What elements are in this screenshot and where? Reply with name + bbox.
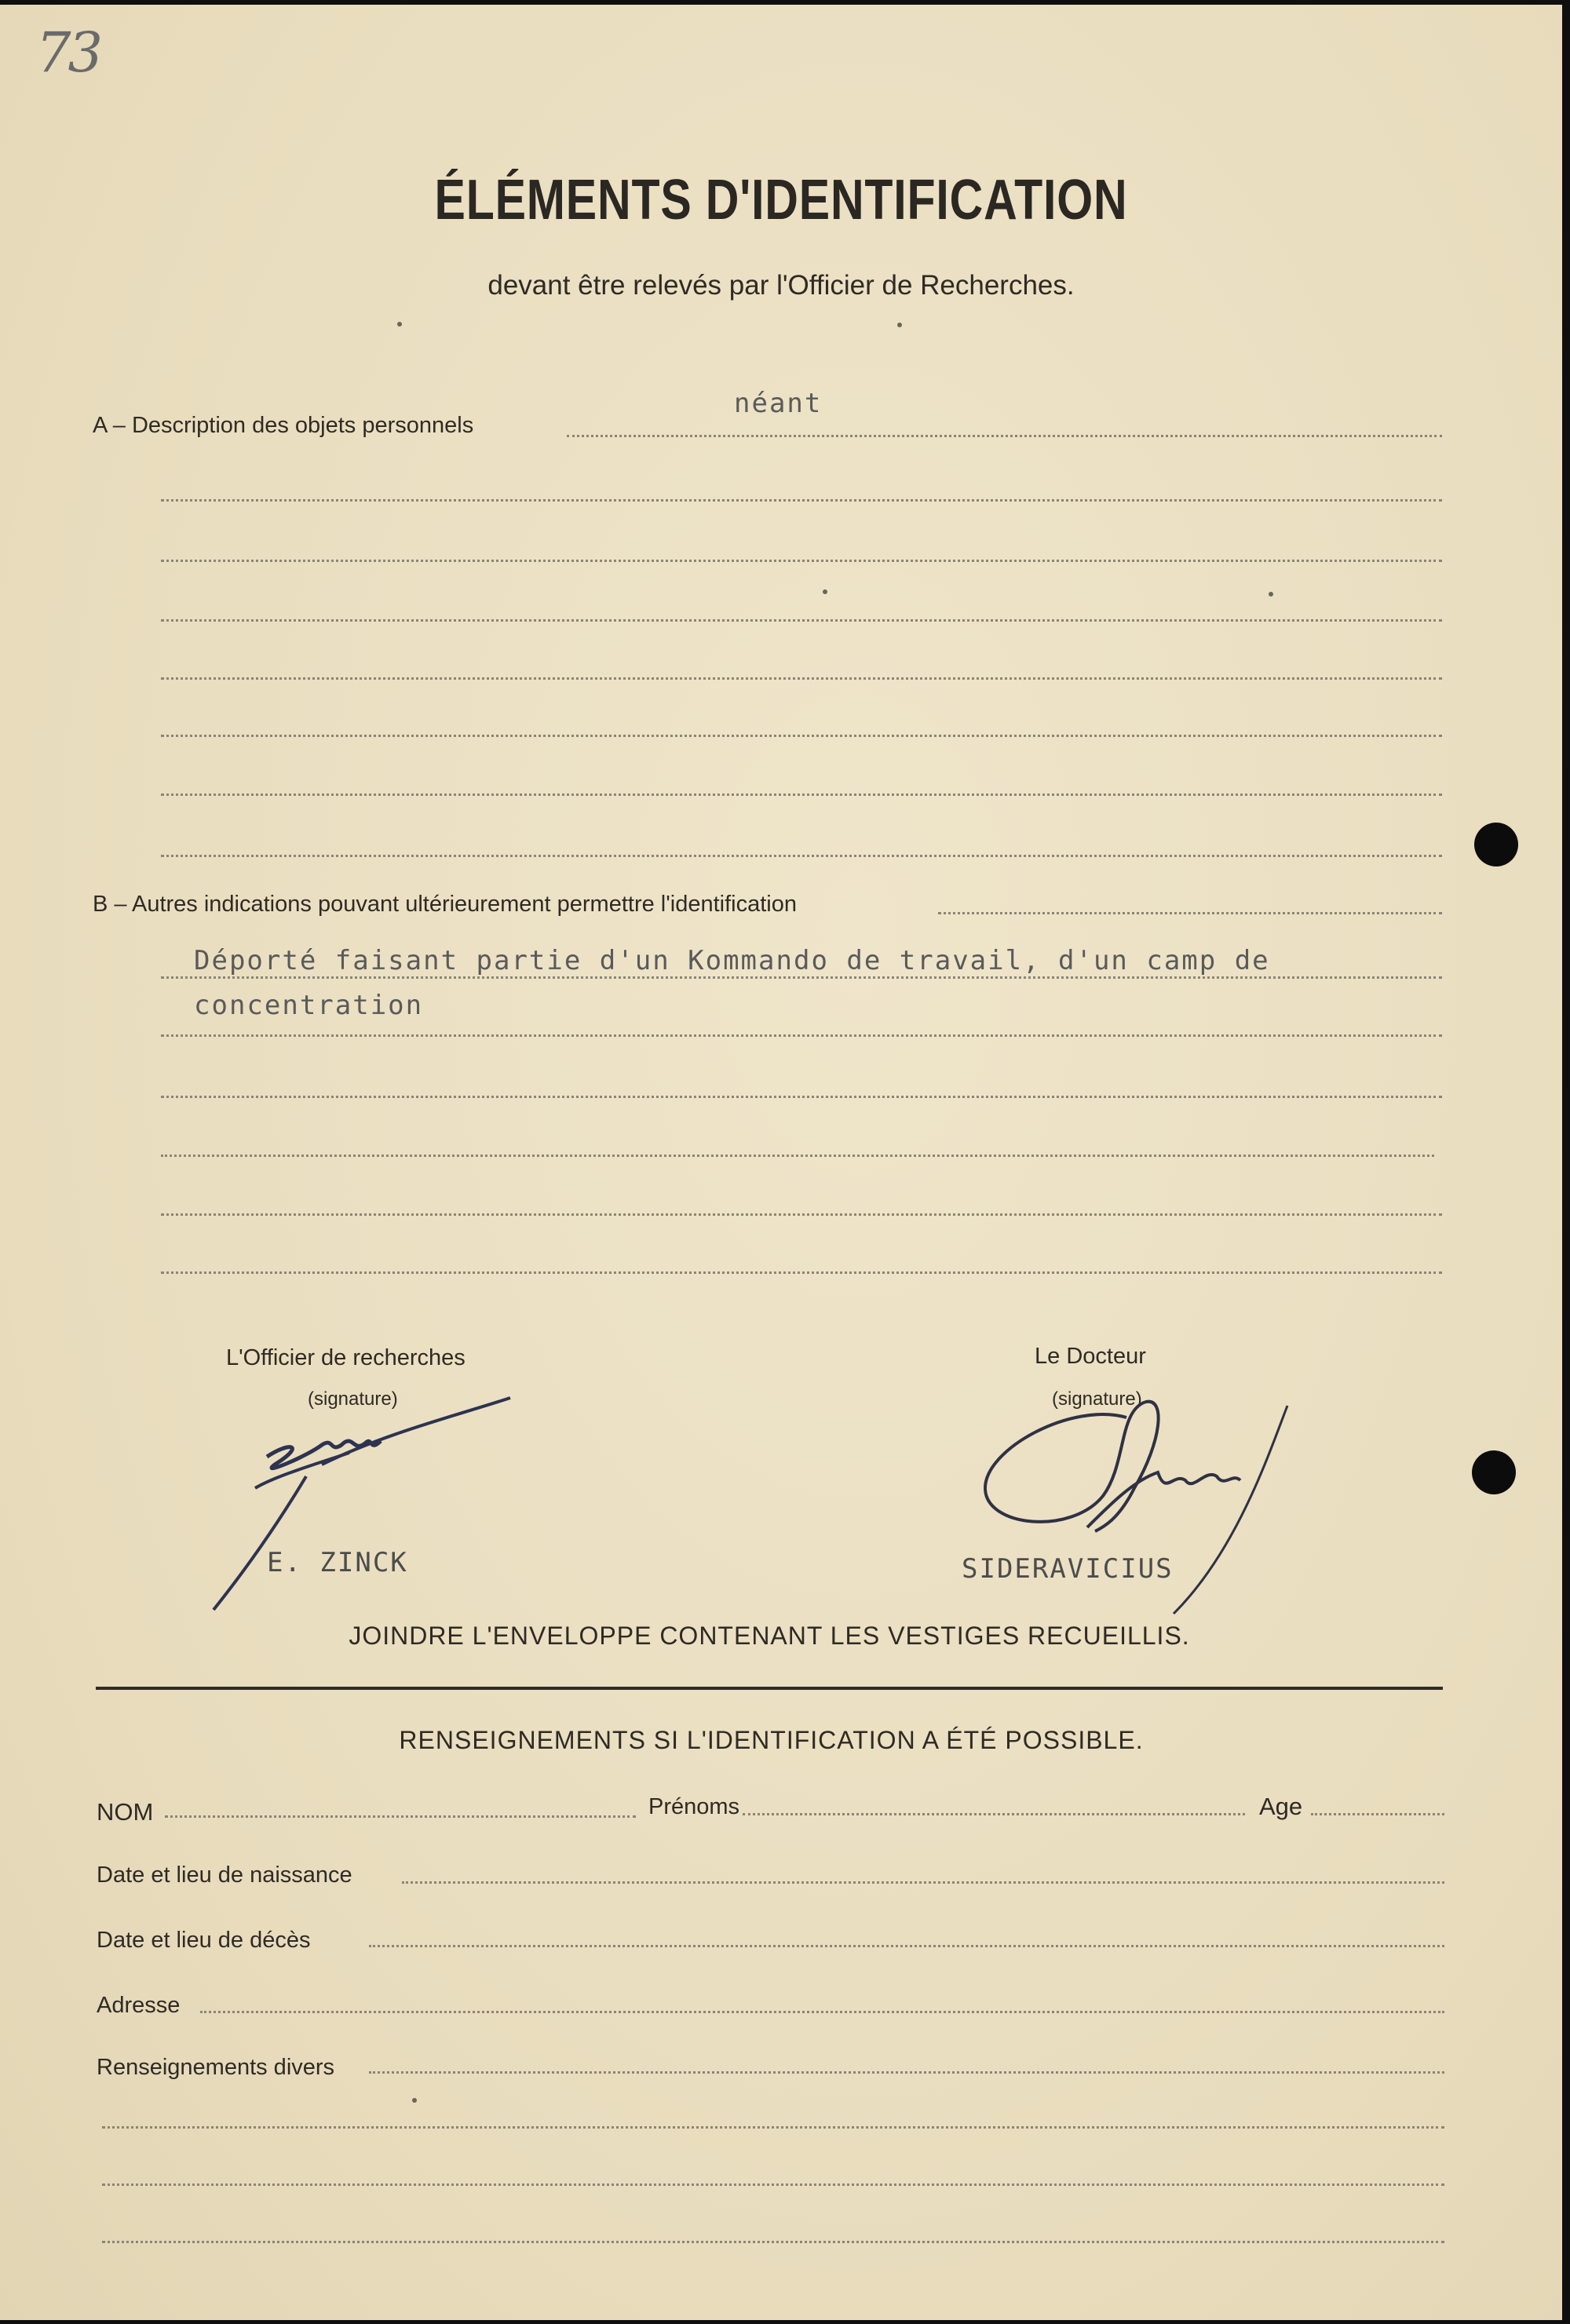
officer-name: E. ZINCK [267,1547,408,1578]
officer-signature-label: (signature) [308,1388,398,1410]
adresse-label: Adresse [97,1993,181,2018]
naissance-line [402,1881,1444,1884]
section-a-line-1 [567,435,1442,437]
doctor-signature-label: (signature) [1052,1388,1142,1410]
form-sheet [0,5,1562,2320]
paper-speck [412,2098,417,2103]
handwritten-page-number: 73 [36,20,100,85]
divers-label: Renseignements divers [97,2055,335,2080]
instruction-text: JOINDRE L'ENVELOPPE CONTENANT LES VESTIGES RECUEILLIS. [349,1622,1190,1650]
section-a-line-2 [161,499,1442,502]
prenoms-label: Prénoms [648,1794,740,1819]
section-b-line-1 [938,912,1442,914]
deces-line [369,1945,1444,1947]
section-a-line-3 [161,560,1442,562]
section-b-text-line-2: concentration [194,990,424,1021]
adresse-line [200,2011,1444,2013]
officer-signature [204,1390,518,1618]
age-label: Age [1259,1793,1303,1820]
section-a-line-6 [161,735,1442,737]
section-b-text-line-1: Déporté faisant partie d'un Kommando de travail, d'un camp de [194,945,1270,976]
section-b-line-2 [161,976,1442,979]
nom-label: NOM [97,1798,154,1826]
doctor-signature [977,1394,1307,1622]
naissance-label: Date et lieu de naissance [97,1862,352,1888]
paper-speck [397,322,402,327]
section-a-line-8 [161,855,1442,857]
nom-line [165,1815,636,1818]
section-b-line-7 [161,1271,1442,1274]
punch-hole-bottom [1472,1450,1516,1494]
section-b-line-4 [161,1096,1442,1098]
section-a-line-7 [161,794,1442,796]
doctor-name: SIDERAVICIUS [962,1553,1174,1585]
section-b-label: B – Autres indications pouvant ultérieurement permettre l'identification [93,892,797,917]
section-a-label: A – Description des objets personnels [93,413,474,438]
section-a-line-4 [161,619,1442,622]
paper-speck [1269,592,1273,597]
prenoms-line [743,1813,1245,1815]
section-a-value: néant [734,388,823,419]
form-subtitle: devant être relevés par l'Officier de Recherches. [487,270,1075,301]
punch-hole-top [1474,823,1518,866]
divers-line-3 [102,2184,1444,2186]
doctor-title: Le Docteur [1035,1344,1146,1369]
divers-line-1 [369,2071,1444,2074]
divers-line-4 [102,2241,1444,2243]
form-title: ÉLÉMENTS D'IDENTIFICATION [434,169,1128,232]
divers-line-2 [102,2126,1444,2129]
section-b-line-6 [161,1213,1442,1216]
section-separator [96,1687,1443,1690]
section-b-line-3 [161,1034,1442,1037]
section-b-line-5 [161,1155,1434,1157]
lower-heading: RENSEIGNEMENTS SI L'IDENTIFICATION A ÉTÉ POSSIBLE. [399,1726,1144,1754]
paper-speck [823,589,827,594]
paper-speck [897,323,902,327]
deces-label: Date et lieu de décès [97,1928,311,1953]
age-line [1311,1813,1444,1815]
officer-title: L'Officier de recherches [226,1345,466,1370]
section-a-line-5 [161,677,1442,680]
